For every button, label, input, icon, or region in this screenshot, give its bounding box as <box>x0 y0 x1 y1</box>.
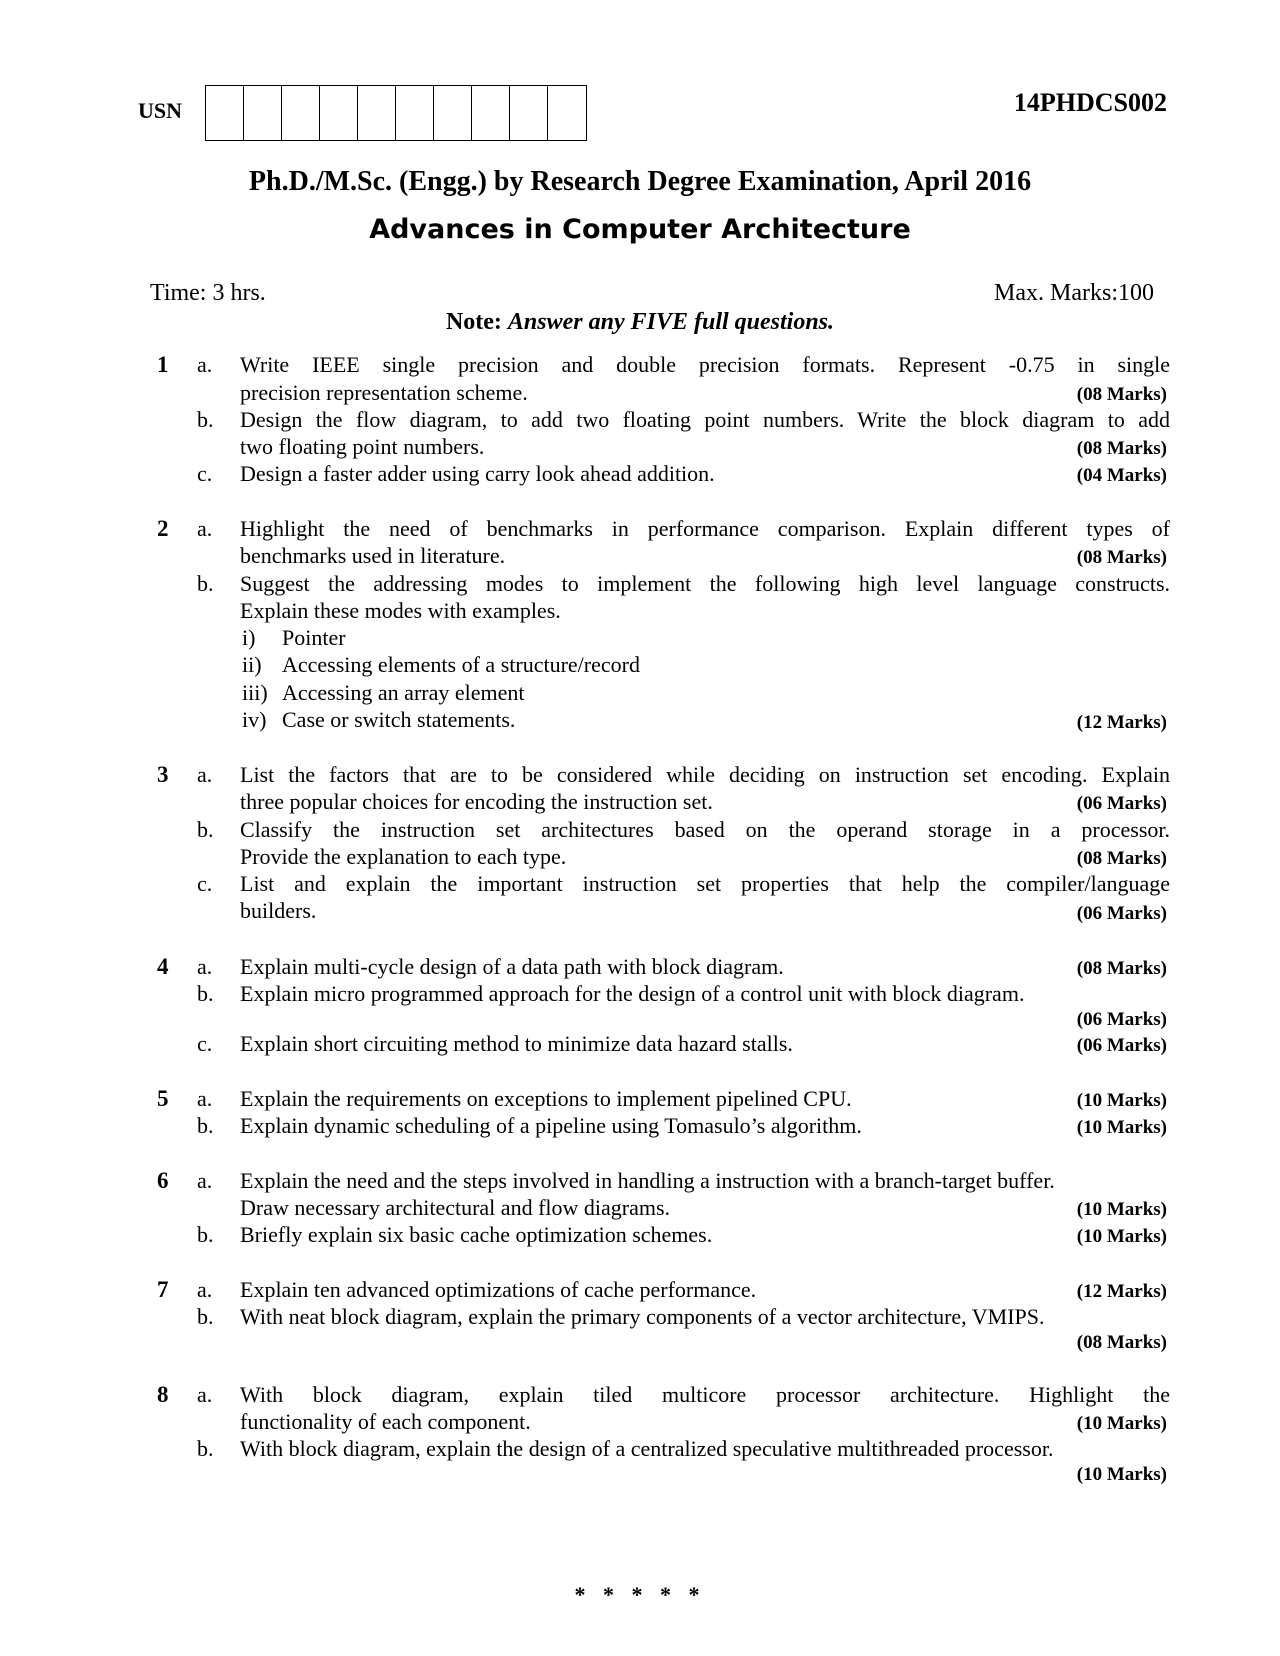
subitem-text: Accessing an array element <box>282 680 525 705</box>
exam-title: Ph.D./M.Sc. (Engg.) by Research Degree Examination, April 2016 <box>248 166 1032 197</box>
question-text-line: Suggest the addressing modes to implement the following high level language constructs. <box>240 571 1170 596</box>
subitem-text: Case or switch statements. <box>282 707 516 732</box>
marks-allotted: (06 Marks) <box>1076 793 1167 814</box>
marks-allotted: (08 Marks) <box>1076 438 1167 459</box>
subitem-label: iii) <box>242 680 268 705</box>
question-text-line: List and explain the important instruction set properties that help the compiler/language <box>240 871 1170 896</box>
note-text: Answer any FIVE full questions. <box>507 309 835 335</box>
marks-allotted: (12 Marks) <box>1076 1281 1167 1302</box>
max-marks: Max. Marks:100 <box>994 280 1154 306</box>
question-number: 8 <box>157 1382 169 1407</box>
time-allowed: Time: 3 hrs. <box>150 280 266 306</box>
question-number: 1 <box>157 352 169 377</box>
part-letter: a. <box>197 352 213 377</box>
question-text-line: Explain short circuiting method to minimize data hazard stalls. <box>240 1031 793 1056</box>
question-text-line: Write IEEE single precision and double precision formats. Represent -0.75 in single <box>240 352 1170 377</box>
question-text-line: With neat block diagram, explain the primary components of a vector architecture, VMIPS. <box>240 1304 1045 1329</box>
subitem-text: Pointer <box>282 625 346 650</box>
part-letter: b. <box>197 817 214 842</box>
part-letter: b. <box>197 407 214 432</box>
part-letter: a. <box>197 1086 213 1111</box>
subitem-text: Accessing elements of a structure/record <box>282 652 640 677</box>
marks-allotted: (08 Marks) <box>1076 384 1167 405</box>
marks-allotted: (06 Marks) <box>1076 1035 1167 1056</box>
question-number: 7 <box>157 1277 169 1302</box>
question-text-line: three popular choices for encoding the instruction set. <box>240 789 713 814</box>
part-letter: a. <box>197 1168 213 1193</box>
marks-allotted: (10 Marks) <box>1076 1226 1167 1247</box>
subitem-label: iv) <box>242 707 267 732</box>
question-text-line: functionality of each component. <box>240 1409 531 1434</box>
part-letter: b. <box>197 571 214 596</box>
question-text-line: Design the flow diagram, to add two floating point numbers. Write the block diagram to add <box>240 407 1170 432</box>
question-number: 5 <box>157 1086 169 1111</box>
question-text-line: Draw necessary architectural and flow diagrams. <box>240 1195 671 1220</box>
question-number: 6 <box>157 1168 169 1193</box>
question-text-line: With block diagram, explain tiled multicore processor architecture. Highlight the <box>240 1382 1170 1407</box>
end-marker: * * * * * <box>574 1582 706 1607</box>
marks-allotted: (08 Marks) <box>1076 547 1167 568</box>
part-letter: b. <box>197 1436 214 1461</box>
marks-allotted: (08 Marks) <box>1076 958 1167 979</box>
part-letter: a. <box>197 1277 213 1302</box>
question-text-line: Explain these modes with examples. <box>240 598 561 623</box>
question-text-line: Explain multi-cycle design of a data path with block diagram. <box>240 954 784 979</box>
marks-allotted: (06 Marks) <box>1076 1009 1167 1030</box>
marks-allotted: (10 Marks) <box>1076 1090 1167 1111</box>
marks-allotted: (10 Marks) <box>1076 1464 1167 1485</box>
part-letter: b. <box>197 1222 214 1247</box>
question-text-line: precision representation scheme. <box>240 380 528 405</box>
question-text-line: Provide the explanation to each type. <box>240 844 567 869</box>
question-text-line: Design a faster adder using carry look ahead addition. <box>240 461 715 486</box>
question-text-line: Classify the instruction set architectures based on the operand storage in a processor. <box>240 817 1170 842</box>
usn-label: USN <box>138 98 183 123</box>
question-text-line: Explain the requirements on exceptions to implement pipelined CPU. <box>240 1086 852 1111</box>
subitem-label: i) <box>242 625 256 650</box>
question-number: 4 <box>157 954 169 979</box>
part-letter: a. <box>197 516 213 541</box>
part-letter: a. <box>197 1382 213 1407</box>
question-text-line: Briefly explain six basic cache optimization schemes. <box>240 1222 713 1247</box>
note-label: Note: <box>445 309 502 335</box>
subject-title: Advances in Computer Architecture <box>369 214 911 245</box>
part-letter: b. <box>197 981 214 1006</box>
marks-allotted: (10 Marks) <box>1076 1413 1167 1434</box>
marks-allotted: (04 Marks) <box>1076 465 1167 486</box>
question-number: 3 <box>157 762 169 787</box>
part-letter: c. <box>197 1031 213 1056</box>
question-text-line: two floating point numbers. <box>240 434 485 459</box>
question-text-line: Explain micro programmed approach for the design of a control unit with block diagram. <box>240 981 1025 1006</box>
part-letter: c. <box>197 461 213 486</box>
question-text-line: benchmarks used in literature. <box>240 543 506 568</box>
question-text-line: Explain ten advanced optimizations of cache performance. <box>240 1277 757 1302</box>
question-text-line: With block diagram, explain the design of a centralized speculative multithreaded processor. <box>240 1436 1054 1461</box>
marks-allotted: (08 Marks) <box>1076 848 1167 869</box>
part-letter: a. <box>197 762 213 787</box>
paper-code: 14PHDCS002 <box>1013 88 1167 117</box>
marks-allotted: (10 Marks) <box>1076 1199 1167 1220</box>
marks-allotted: (06 Marks) <box>1076 903 1167 924</box>
marks-allotted: (12 Marks) <box>1076 712 1167 733</box>
question-text-line: Explain dynamic scheduling of a pipeline using Tomasulo’s algorithm. <box>240 1113 862 1138</box>
part-letter: c. <box>197 871 213 896</box>
question-text-line: Explain the need and the steps involved in handling a instruction with a branch-target buffer. <box>240 1168 1055 1193</box>
question-text-line: Highlight the need of benchmarks in performance comparison. Explain different types of <box>240 516 1170 541</box>
marks-allotted: (08 Marks) <box>1076 1332 1167 1353</box>
question-text-line: builders. <box>240 898 317 923</box>
question-text-line: List the factors that are to be considered while deciding on instruction set encoding. Explain <box>240 762 1170 787</box>
marks-allotted: (10 Marks) <box>1076 1117 1167 1138</box>
subitem-label: ii) <box>242 652 262 677</box>
question-number: 2 <box>157 516 169 541</box>
part-letter: b. <box>197 1304 214 1329</box>
part-letter: b. <box>197 1113 214 1138</box>
part-letter: a. <box>197 954 213 979</box>
